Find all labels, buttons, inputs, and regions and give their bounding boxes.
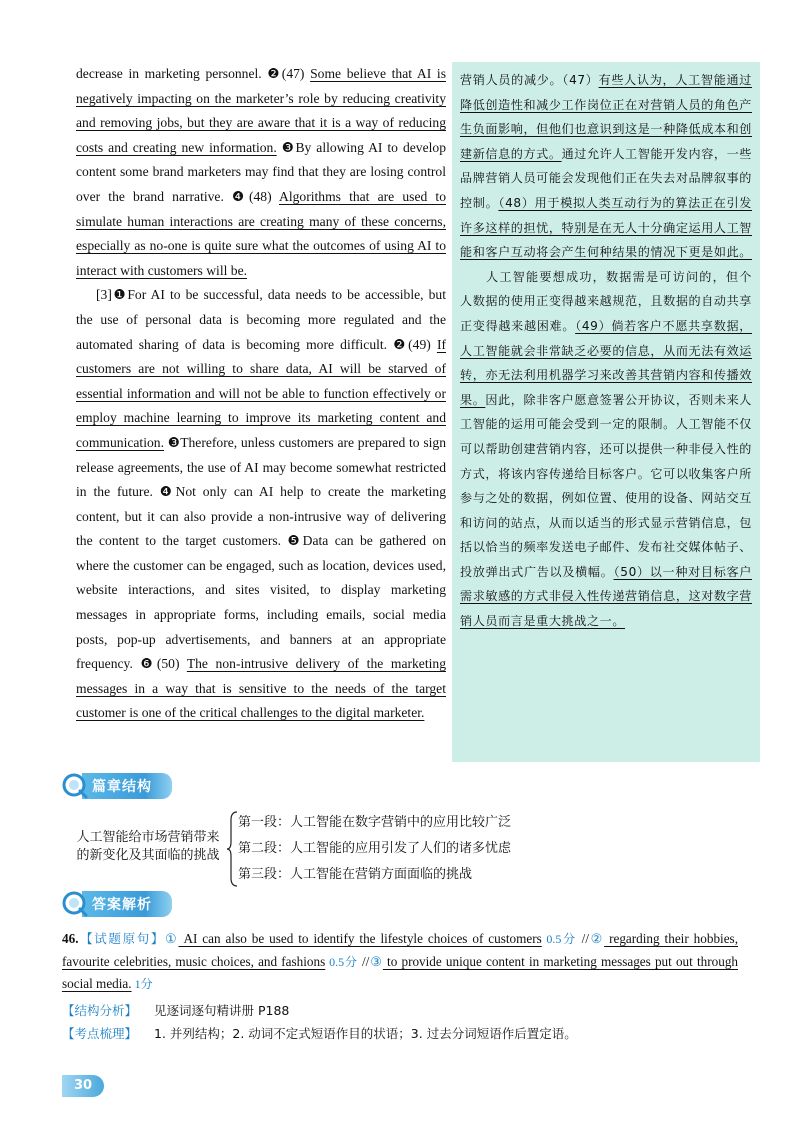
structure-topic-line: 人工智能给市场营销带来 bbox=[76, 830, 220, 845]
chunk-marker: ② bbox=[589, 931, 605, 946]
chinese-underlined-48: （48）用于模拟人类互动行为的算法正在引发许多这样的担忧，特别是在无人十分确定运用人工智能和客户互动将会产生何种结果的情况下更是如此。 bbox=[460, 195, 752, 260]
answer-46 bbox=[62, 928, 738, 996]
question-number: 46. bbox=[62, 931, 79, 946]
answer-sentence bbox=[62, 928, 738, 996]
underlined-sentence-50: The non-intrusive delivery of the marketing messages in a way that is sensitive to the needs of the target customer is one of the critical challenges to the digital marketer. bbox=[76, 656, 446, 721]
structure-topic bbox=[68, 829, 228, 865]
chinese-translation-panel bbox=[452, 62, 760, 762]
separator: // bbox=[576, 931, 590, 946]
english-paragraph-2 bbox=[76, 62, 446, 283]
magnifier-icon bbox=[62, 773, 88, 799]
underlined-sentence-49: If customers are not willing to share data, AI will be starved of essential information and will not be able to function effectively or employ machine learning to improve its marketing content and communication. bbox=[76, 336, 446, 450]
chinese-paragraph-3 bbox=[460, 265, 752, 634]
chunk-text: AI can also be used to identify the lifestyle choices of customers bbox=[178, 931, 542, 946]
english-text: ❸Therefore, unless customers are prepared to sign release agreements, the use of AI may become somewhat restricted in the future. ❹Not only can AI help to create the marketing content, but it can also provide a non-intrusive way of delivering the content to the target customers. ❺Data can be gathered on where the customer can be engaged, such as location, devices used, website interactions, and sites visited, to display marketing messages in appropriate forms, including emails, social media posts, pop-up advertisements, and banners at an appropriate frequency. ❻(50) bbox=[76, 434, 446, 672]
english-paragraph-3 bbox=[76, 283, 446, 726]
chinese-text: 因此，除非客户愿意签署公开协议，否则未来人工智能的运用可能会受到一定的限制。人工智能不仅可以帮助创建营销内容，还可以提供一种非侵入性的方式，将该内容传递给目标客户。它可以收集客户所参与之处的数据，例如位置、使用的设备、网站交互和访问的站点，从而以适当的形式显示营销信息，包括以恰当的频率发送电子邮件、发布社交媒体帖子、投放弹出式广告以及横幅。 bbox=[460, 392, 752, 579]
chinese-text: 通过允许人工智能开发内容，一些品牌营销人员可能会发现他们正在失去对品牌叙事的控制。 bbox=[460, 146, 752, 210]
chinese-underlined-50: （50）以一种对目标客户需求敏感的方式非侵入性传递营销信息，这对数字营销人员而言是重大挑战之一。 bbox=[460, 564, 753, 629]
chinese-underlined-47: 有些人认为，人工智能通过降低创造性和减少工作岗位正在对营销人员的角色产生负面影响，但他们也意识到这是一种降低成本和创建新信息的方式。 bbox=[460, 73, 752, 161]
analysis-tag: 【结构分析】 bbox=[62, 1003, 138, 1018]
chunk-marker: ① bbox=[165, 931, 179, 946]
english-text: decrease in marketing personnel. ❷(47) bbox=[76, 66, 311, 81]
chinese-paragraph-2 bbox=[460, 68, 752, 265]
points-text: 1. 并列结构；2. 动词不定式短语作目的状语；3. 过去分词短语作后置定语。 bbox=[154, 1026, 577, 1041]
chunk-marker: ③ bbox=[369, 953, 383, 969]
score-label: 0.5分 bbox=[325, 954, 358, 969]
score-label: 0.5分 bbox=[541, 932, 577, 946]
separator: // bbox=[357, 953, 370, 969]
page-number: 30 bbox=[62, 1075, 104, 1097]
chinese-text: 人工智能要想成功，数据需是可访问的，但个人数据的使用正变得越来越规范，且数据的自动共享正变得越来越困难。 bbox=[460, 269, 752, 333]
section-header-answers bbox=[62, 891, 172, 917]
structure-item: 第二段：人工智能的应用引发了人们的诸多忧虑 bbox=[238, 841, 512, 856]
english-text: [3]❶For AI to be successful, data needs to be accessible, but the use of personal data is becoming more regulated and the automated sharing of data is becoming more difficult. ❷(49) bbox=[76, 287, 446, 352]
magnifier-icon bbox=[62, 891, 88, 917]
brace-icon bbox=[226, 810, 238, 888]
structure-items bbox=[238, 810, 558, 888]
section-title: 篇章结构 bbox=[82, 773, 172, 799]
english-passage bbox=[76, 62, 446, 726]
analysis-text: 见逐词逐句精讲册 P188 bbox=[154, 1003, 290, 1018]
english-text: ❸By allowing AI to develop content some brand marketers may find that they are losing control over the brand narrative. ❹(48) bbox=[76, 139, 446, 204]
underlined-sentence-47: Some believe that AI is negatively impacting on the marketer’s role by reducing creativity and removing jobs, but they are aware that it is a way of reducing costs and creating new information. bbox=[76, 66, 446, 155]
chinese-text: 营销人员的减少。（47） bbox=[460, 73, 599, 87]
section-header-structure bbox=[62, 773, 172, 799]
underlined-sentence-48: Algorithms that are used to simulate human interactions are creating many of these concerns, especially as no-one is quite sure what the outcomes of using AI to interact with customers will be. bbox=[76, 188, 446, 278]
points-tag: 【考点梳理】 bbox=[62, 1026, 138, 1041]
chunk-text: to provide unique content in marketing messages put out through social media. bbox=[62, 953, 739, 991]
section-title: 答案解析 bbox=[82, 891, 172, 917]
chunk-text: regarding their hobbies, favourite celebrities, music choices, and fashions bbox=[62, 931, 738, 969]
structure-analysis-row bbox=[62, 1001, 289, 1019]
chinese-underlined-49: （49）倘若客户不愿共享数据，人工智能就会非常缺乏必要的信息，从而无法有效运转，亦无法利用机器学习来改善其营销内容和传播效果。 bbox=[460, 318, 752, 407]
answer-tag: 【试题原句】 bbox=[78, 931, 166, 946]
structure-item: 第一段：人工智能在数字营销中的应用比较广泛 bbox=[238, 815, 512, 830]
score-label: 1分 bbox=[131, 977, 153, 991]
structure-topic-line: 的新变化及其面临的挑战 bbox=[76, 848, 220, 863]
key-points-row bbox=[62, 1024, 577, 1042]
structure-item: 第三段：人工智能在营销方面面临的挑战 bbox=[238, 867, 473, 882]
